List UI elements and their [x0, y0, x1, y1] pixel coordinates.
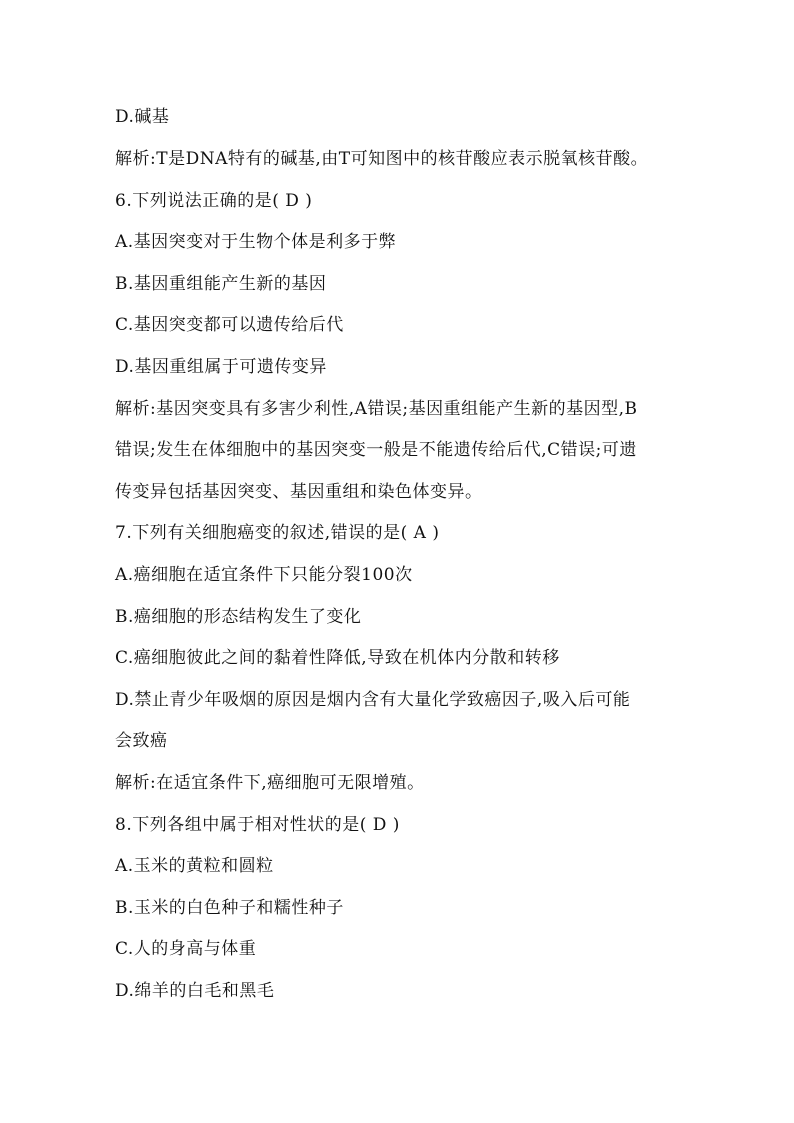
q6-question: 6.下列说法正确的是( D ) [115, 191, 313, 211]
q6-analysis-line: 错误;发生在体细胞中的基因突变一般是不能遗传给后代,C错误;可遗 [115, 440, 637, 460]
q5-option-d: D.碱基 [115, 107, 170, 127]
q6-option-a: A.基因突变对于生物个体是利多于弊 [115, 232, 397, 252]
q6-option-c: C.基因突变都可以遗传给后代 [115, 315, 344, 335]
q8-option-a: A.玉米的黄粒和圆粒 [115, 856, 274, 876]
q7-option-c: C.癌细胞彼此之间的黏着性降低,导致在机体内分散和转移 [115, 648, 560, 668]
q6-analysis-line: 传变异包括基因突变、基因重组和染色体变异。 [115, 482, 483, 502]
q8-option-c: C.人的身高与体重 [115, 939, 257, 959]
q8-option-b: B.玉米的白色种子和糯性种子 [115, 898, 344, 918]
q7-option-d-line: D.禁止青少年吸烟的原因是烟内含有大量化学致癌因子,吸入后可能 [115, 690, 631, 710]
q7-option-d-line: 会致癌 [115, 731, 168, 751]
q6-analysis-line: 解析:基因突变具有多害少利性,A错误;基因重组能产生新的基因型,B [115, 399, 638, 419]
q7-option-a: A.癌细胞在适宜条件下只能分裂100次 [115, 565, 413, 585]
q7-analysis: 解析:在适宜条件下,癌细胞可无限增殖。 [115, 773, 425, 793]
q8-option-d: D.绵羊的白毛和黑毛 [115, 981, 275, 1001]
q6-option-d: D.基因重组属于可遗传变异 [115, 357, 327, 377]
q7-option-b: B.癌细胞的形态结构发生了变化 [115, 607, 362, 627]
q8-question: 8.下列各组中属于相对性状的是( D ) [115, 815, 400, 835]
q6-option-b: B.基因重组能产生新的基因 [115, 274, 327, 294]
q5-analysis: 解析:T是DNA特有的碱基,由T可知图中的核苷酸应表示脱氧核苷酸。 [115, 149, 649, 169]
q7-question: 7.下列有关细胞癌变的叙述,错误的是( A ) [115, 523, 440, 543]
